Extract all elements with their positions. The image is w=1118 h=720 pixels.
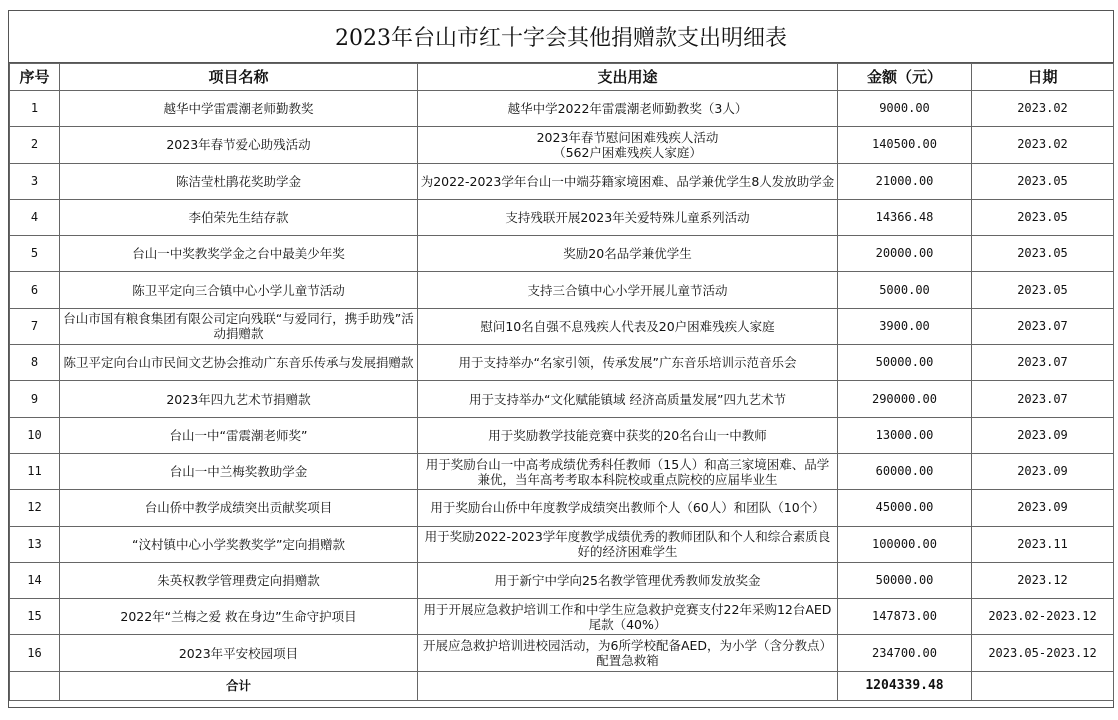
cell-date	[972, 490, 1114, 526]
cell-amount	[838, 417, 972, 453]
cell-no	[10, 490, 60, 526]
cell-amount	[838, 562, 972, 598]
cell-name-text: 台山一中“雷震潮老师奖”	[169, 427, 308, 443]
cell-no	[10, 562, 60, 598]
table-row	[10, 272, 1114, 308]
table-row	[10, 127, 1114, 163]
cell-amount-text: 45000.00	[875, 500, 934, 515]
table-row	[10, 91, 1114, 127]
cell-date-text: 2023.05	[1017, 210, 1068, 225]
cell-date	[972, 562, 1114, 598]
cell-amount-text: 20000.00	[875, 246, 934, 261]
cell-amount	[838, 526, 972, 562]
cell-amount	[838, 453, 972, 489]
cell-amount	[838, 236, 972, 272]
cell-name-text: 越华中学雷震潮老师勤教奖	[163, 101, 314, 117]
cell-no-text: 9	[30, 391, 39, 406]
table-row	[10, 562, 1114, 598]
cell-name-text: 台山一中兰梅奖教助学金	[169, 464, 308, 480]
cell-use	[418, 91, 838, 127]
cell-no-text: 3	[30, 173, 39, 188]
cell-amount	[838, 345, 972, 381]
cell-no	[10, 453, 60, 489]
cell-use	[418, 381, 838, 417]
cell-use-text: 用于新宁中学向25名教学管理优秀教师发放奖金	[494, 573, 761, 588]
cell-name-text: 2022年“兰梅之爱 救在身边”生命守护项目	[120, 609, 357, 625]
cell-use-text: 用于奖励台山一中高考成绩优秀科任教师（15人）和高三家境困难、品学兼优，当年高考考取本科院校或重点院校的应届毕业生	[425, 456, 830, 487]
cell-date-text: 2023.07	[1017, 355, 1068, 370]
cell-use-text: 用于奖励教学技能竞赛中获奖的20名台山一中教师	[488, 427, 767, 443]
cell-amount-text: 60000.00	[875, 464, 934, 479]
cell-amount-text: 100000.00	[871, 536, 938, 551]
cell-name-text: 台山市国有粮食集团有限公司定向残联“与爱同行，携手助残”活动捐赠款	[63, 311, 414, 342]
cell-no-text: 10	[27, 427, 42, 442]
cell-use	[418, 345, 838, 381]
cell-date-text: 2023.05	[1017, 246, 1068, 261]
cell-amount	[838, 127, 972, 163]
cell-name	[60, 381, 418, 417]
cell-amount-text: 3900.00	[879, 318, 930, 333]
cell-name-text: 朱英权教学管理费定向捐赠款	[157, 573, 320, 588]
cell-name	[60, 199, 418, 235]
cell-no-text: 7	[30, 318, 39, 333]
cell-date-text: 2023.11	[1017, 536, 1068, 551]
cell-no-text: 15	[27, 609, 42, 624]
table-row	[10, 199, 1114, 235]
cell-amount-text: 50000.00	[875, 355, 934, 370]
total-label: 合计	[60, 671, 418, 700]
cell-use-text: 支持残联开展2023年关爱特殊儿童系列活动	[505, 210, 750, 226]
cell-date-text: 2023.07	[1017, 318, 1068, 333]
cell-no-text: 1	[30, 101, 39, 116]
table-row	[10, 635, 1114, 671]
cell-name-text: 2023年平安校园项目	[178, 645, 299, 661]
cell-name-text: “汶村镇中心小学奖教奖学”定向捐赠款	[132, 536, 345, 552]
cell-date-text: 2023.09	[1017, 427, 1068, 442]
cell-date-text: 2023.09	[1017, 500, 1068, 515]
cell-name-text: 陈洁莹杜鹃花奖助学金	[175, 173, 301, 189]
cell-amount-text: 140500.00	[871, 137, 938, 152]
cell-amount	[838, 272, 972, 308]
cell-use-text: 用于支持举办“文化赋能镇域 经济高质量发展”四九艺术节	[469, 391, 786, 407]
cell-name-text: 李伯荣先生结存款	[188, 210, 289, 226]
table-row	[10, 163, 1114, 199]
header-name: 项目名称	[60, 64, 418, 91]
cell-no	[10, 599, 60, 635]
cell-name	[60, 308, 418, 344]
cell-date	[972, 163, 1114, 199]
cell-name	[60, 599, 418, 635]
cell-date	[972, 127, 1114, 163]
cell-use	[418, 490, 838, 526]
cell-use-text: 为2022-2023学年台山一中端芬籍家境困难、品学兼优学生8人发放助学金	[420, 173, 835, 189]
cell-no	[10, 345, 60, 381]
cell-no	[10, 163, 60, 199]
cell-date	[972, 453, 1114, 489]
cell-no-text: 6	[30, 282, 39, 297]
cell-date	[972, 236, 1114, 272]
table-row	[10, 308, 1114, 344]
cell-name	[60, 345, 418, 381]
cell-date	[972, 635, 1114, 671]
total-empty-use	[418, 671, 838, 700]
cell-date	[972, 599, 1114, 635]
page-title: 2023年台山市红十字会其他捐赠款支出明细表	[9, 11, 1113, 63]
cell-use-text: 慰问10名自强不息残疾人代表及20户困难残疾人家庭	[480, 318, 775, 334]
cell-date	[972, 526, 1114, 562]
cell-name-text: 台山一中奖教奖学金之台中最美少年奖	[132, 246, 345, 262]
cell-name-text: 2023年春节爱心助残活动	[166, 137, 311, 153]
cell-name	[60, 163, 418, 199]
cell-amount	[838, 199, 972, 235]
cell-no-text: 16	[27, 645, 42, 660]
table-body	[10, 91, 1114, 701]
cell-name	[60, 635, 418, 671]
cell-date-text: 2023.05-2023.12	[988, 645, 1097, 660]
cell-amount	[838, 599, 972, 635]
cell-amount	[838, 308, 972, 344]
cell-amount	[838, 635, 972, 671]
cell-no	[10, 272, 60, 308]
header-amount: 金额（元）	[838, 64, 972, 91]
cell-no	[10, 526, 60, 562]
cell-use	[418, 199, 838, 235]
cell-date	[972, 199, 1114, 235]
table-row	[10, 599, 1114, 635]
cell-use	[418, 526, 838, 562]
table-row	[10, 236, 1114, 272]
cell-date-text: 2023.05	[1017, 173, 1068, 188]
cell-use	[418, 163, 838, 199]
cell-date	[972, 272, 1114, 308]
expense-sheet	[8, 10, 1114, 708]
cell-use	[418, 635, 838, 671]
cell-amount-text: 13000.00	[875, 427, 934, 442]
cell-no	[10, 127, 60, 163]
header-date: 日期	[972, 64, 1114, 91]
cell-amount-text: 50000.00	[875, 573, 934, 587]
table-row	[10, 490, 1114, 526]
cell-no-text: 11	[27, 464, 42, 479]
cell-no	[10, 91, 60, 127]
total-empty-date	[972, 671, 1114, 700]
cell-date	[972, 345, 1114, 381]
cell-no-text: 5	[30, 246, 39, 261]
cell-use-text: 用于奖励台山侨中年度教学成绩突出教师个人（60人）和团队（10个）	[430, 500, 825, 516]
cell-no	[10, 635, 60, 671]
cell-date-text: 2023.05	[1017, 282, 1068, 297]
cell-no	[10, 308, 60, 344]
cell-amount-text: 290000.00	[871, 391, 938, 406]
cell-name	[60, 236, 418, 272]
table-row	[10, 345, 1114, 381]
cell-no-text: 13	[27, 536, 42, 551]
cell-date-text: 2023.02-2023.12	[988, 609, 1097, 624]
cell-use	[418, 599, 838, 635]
table-row	[10, 381, 1114, 417]
table-row	[10, 417, 1114, 453]
cell-name-text: 2023年四九艺术节捐赠款	[166, 391, 311, 407]
cell-amount-text: 21000.00	[875, 173, 934, 188]
cell-name	[60, 417, 418, 453]
cell-name	[60, 490, 418, 526]
cell-no	[10, 236, 60, 272]
cell-date-text: 2023.02	[1017, 101, 1068, 116]
cell-name-text: 台山侨中教学成绩突出贡献奖项目	[144, 500, 333, 516]
cell-date-text: 2023.07	[1017, 391, 1068, 406]
cell-use-text: 用于开展应急救护培训工作和中学生应急救护竞赛支付22年采购12台AED尾款（40%）	[423, 601, 832, 632]
cell-use-text: 2023年春节慰问困难残疾人活动 （562户困难残疾人家庭）	[536, 129, 719, 160]
cell-use-text: 支持三合镇中心小学开展儿童节活动	[527, 282, 728, 298]
cell-date	[972, 417, 1114, 453]
cell-no	[10, 381, 60, 417]
cell-date-text: 2023.12	[1017, 573, 1068, 587]
cell-use-text: 越华中学2022年雷震潮老师勤教奖（3人）	[507, 101, 748, 117]
cell-use-text: 奖励20名品学兼优学生	[563, 246, 692, 262]
cell-use-text: 开展应急救护培训进校园活动，为6所学校配备AED，为小学（含分教点）配置急救箱	[422, 638, 833, 669]
total-empty-no	[10, 671, 60, 700]
cell-use	[418, 127, 838, 163]
cell-use	[418, 453, 838, 489]
cell-amount-text: 9000.00	[879, 101, 930, 116]
cell-name	[60, 562, 418, 598]
header-use: 支出用途	[418, 64, 838, 91]
table-header-row	[10, 64, 1114, 91]
cell-amount	[838, 381, 972, 417]
table-row	[10, 526, 1114, 562]
cell-name-text: 陈卫平定向三合镇中心小学儿童节活动	[132, 282, 345, 298]
cell-name	[60, 127, 418, 163]
cell-no	[10, 417, 60, 453]
header-no: 序号	[10, 64, 60, 91]
cell-name	[60, 91, 418, 127]
cell-date-text: 2023.02	[1017, 137, 1068, 152]
cell-use-text: 用于支持举办“名家引领，传承发展”广东音乐培训示范音乐会	[458, 355, 797, 371]
cell-use	[418, 272, 838, 308]
cell-amount-text: 5000.00	[879, 282, 930, 297]
cell-name-text: 陈卫平定向台山市民间文艺协会推动广东音乐传承与发展捐赠款	[63, 355, 414, 371]
cell-no-text: 4	[30, 210, 39, 225]
cell-use	[418, 236, 838, 272]
cell-name	[60, 272, 418, 308]
cell-amount-text: 14366.48	[875, 210, 934, 225]
cell-no-text: 2	[30, 137, 39, 152]
expense-table	[9, 63, 1114, 701]
cell-use-text: 用于奖励2022-2023学年度教学成绩优秀的教师团队和个人和综合素质良好的经济困难学生	[424, 529, 831, 560]
cell-no-text: 14	[27, 573, 42, 587]
total-row	[10, 671, 1114, 700]
cell-no	[10, 199, 60, 235]
cell-date	[972, 308, 1114, 344]
cell-amount	[838, 490, 972, 526]
cell-amount	[838, 91, 972, 127]
cell-no-text: 12	[27, 500, 42, 515]
cell-use	[418, 562, 838, 598]
cell-date-text: 2023.09	[1017, 464, 1068, 479]
cell-name	[60, 453, 418, 489]
total-amount: 1204339.48	[838, 671, 972, 700]
cell-name	[60, 526, 418, 562]
cell-amount-text: 234700.00	[871, 645, 938, 660]
cell-date	[972, 91, 1114, 127]
cell-use	[418, 417, 838, 453]
cell-amount-text: 147873.00	[871, 609, 938, 624]
cell-date	[972, 381, 1114, 417]
cell-amount	[838, 163, 972, 199]
table-row	[10, 453, 1114, 489]
cell-no-text: 8	[30, 355, 39, 370]
cell-use	[418, 308, 838, 344]
